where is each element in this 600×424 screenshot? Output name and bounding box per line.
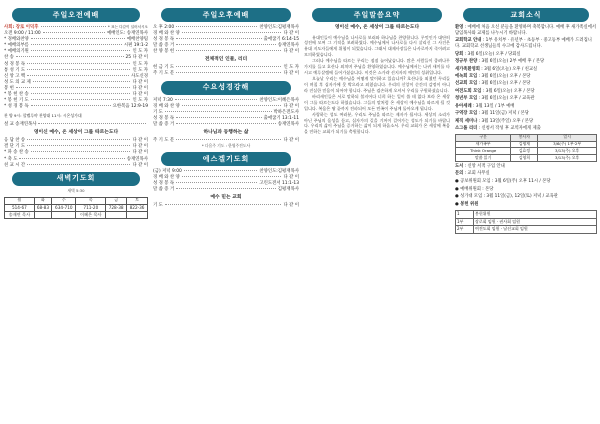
prayer-leader-cell (52, 211, 76, 218)
friday-sermon-topic: 예수 믿는 교회 (210, 195, 242, 201)
prayer-ref-cell: 822-36 (127, 204, 148, 211)
prayer-leader-cell: 이혜은 목사 (76, 211, 106, 218)
news-item: 도서 : 신앙 서적 구입 안내 (455, 163, 505, 169)
prayer-day-cell: 수 (52, 197, 76, 204)
order-row-label: 오 후 2:00 (153, 25, 175, 30)
offering-committee-table (455, 210, 597, 235)
order-row-label: * 성 경 봉 독 (4, 104, 29, 110)
prayer-leader-cell (34, 211, 51, 218)
volunteer-header-cell: 구분 (456, 134, 511, 141)
sermon-label: 설 교 송재연목사 (4, 122, 37, 128)
offering-cell: 봉헌위원 (474, 210, 597, 218)
prayer-day-cell: 월 (5, 197, 35, 204)
volunteer-cell: 김효정 (511, 148, 538, 155)
order-row-label: 기 도 (153, 109, 163, 115)
order-row-value: 다 같 이 (132, 150, 148, 156)
order-row-label: 기 도 (153, 203, 163, 209)
prayer-day-cell: 화 (34, 197, 51, 204)
order-row-value: 찬양인도:김평재목사 (259, 168, 299, 174)
wednesday-service-header: 수요성경강해 (161, 81, 291, 95)
order-row-value: 고린도전서 11:1-13 (259, 181, 299, 187)
volunteer-table (455, 134, 597, 162)
prayer-leader-cell (106, 211, 127, 218)
dawn-prayer-table (4, 197, 148, 219)
afternoon-sermon-topic: 전체적인 인물, 리더 (204, 57, 248, 63)
volunteer-cell: 3/13(주) 오후 (538, 155, 597, 162)
order-row-label: * 예배의기원 (4, 49, 29, 55)
service-leader: 예배인도: 송재연목사 (106, 31, 148, 37)
afternoon-service-column (153, 8, 299, 418)
friday-order-list-2 (153, 203, 299, 209)
order-row-label: 친 교 시 간 (4, 162, 26, 168)
afternoon-order-list (153, 25, 299, 55)
order-row-label: 통 성 기 도 (4, 67, 26, 73)
order-row-value: 다 같 이 (132, 79, 148, 85)
sermon-row (4, 122, 148, 128)
news-item: 유아세례 : 3월 13일 / 1부 예배 (455, 103, 515, 109)
order-row-value: 인 도 자 (132, 98, 148, 104)
volunteer-row (456, 148, 597, 155)
order-row-value: 다 같 이 (132, 162, 148, 168)
news-item-key: 소그룹 리더 (455, 125, 478, 131)
news-item-value: 1부 유치부 · 유년부 · 초등부 · 중고등부 예배가 드려집니다. 교회학교 선생님들의 수고에 감사드립니다. (455, 38, 592, 50)
prayer-ref-cell: 711-20 (76, 204, 106, 211)
news-item-key: 에녹회 모임 (455, 74, 478, 80)
sermon-summary-column (304, 8, 450, 418)
news-item-value: 3월 6일(오늘) 오후 / 당회실 (467, 51, 521, 57)
news-item-value: 3월 11일(금) 저녁 / 본당 (481, 111, 529, 117)
news-item: 구역장 모임 : 3월 11일(금) 저녁 / 본당 (455, 111, 529, 117)
news-item: 청년부 모임 : 3월 6일(오늘) 오후 / 교육관 (455, 96, 535, 102)
news-item: 교회학교 안내 : 1부 유치부 · 유년부 · 초등부 · 중고등부 예배가 드려집니다. 교회학교 선생님들의 수고에 감사드립니다. (455, 38, 592, 50)
order-row-value: 요한복음 12:9-19 (112, 104, 148, 110)
order-row-label: 찬 송 (4, 55, 14, 61)
order-row (153, 49, 299, 55)
news-item-key: 선교회 모임 (455, 81, 478, 87)
order-row-label: 저녁 7:30 (153, 97, 173, 103)
offering-cell: 여전도회 임원 · 남선교회 임원 (474, 226, 597, 234)
order-row-label: 봉 헌 (4, 85, 14, 91)
morning-service-header: 주일오전예배 (12, 8, 140, 22)
summary-paragraph: 바리새인들은 서로 말하되 볼지어다 너희 하는 일이 쓸 데 없다 보라 온 세상이 그를 따르는도다 하였습니다. 그들의 말처럼 온 세상이 예수님을 따르게 될 것입니다. 복음은 땅 끝까지 전파되어 모든 민족이 주님께 돌아오게 됩니다. (304, 94, 450, 111)
news-item-key: 도서 (455, 163, 464, 169)
prayer-ref-cell: 68-83 (34, 204, 51, 211)
news-item-key: 유아세례 (455, 103, 472, 109)
prayer-leader-cell (127, 211, 148, 218)
news-list-2 (455, 164, 597, 177)
order-row-label: 경 배 와 찬 양 (153, 31, 180, 37)
order-row (153, 203, 299, 209)
order-row-label: (금) 저녁 9:00 (153, 168, 182, 174)
order-row-value: 인 도 자 (132, 67, 148, 73)
summary-paragraph: 유대인들이 예수님을 나사로를 보러와 하나님을 찬양합니다. 무엇인가 대단히 성전에 모여 그 기적을 보려하였다. 예수님께서 나사로를 다시 살리신 그 사건은 유대 지도자들에게 위협이 되었습니다. 그래서 대제사장들은 나사로까지 죽이려고 모의하였습니다. (304, 34, 450, 57)
order-row-label: * 봉 헌 기 도 (4, 98, 29, 104)
order-row-value: 찬양인도:이혜은목사 (259, 97, 299, 103)
order-row-label: * 경배와찬양 (4, 37, 29, 43)
order-row-value: 김평재목사 (277, 187, 299, 193)
news-item-key: 환영 (455, 25, 464, 30)
summary-paragraph: 사랑하는 성도 여러분, 우리도 주님을 따르는 제자가 됩시다. 세상의 소리가 아닌 주님의 음성을 듣고, 십자가의 길을 기꺼이 걸어가는 성도가 되기를 바랍니다. 우리의 삶이 주님을 증거하는 삶이 되게 하옵소서. 우리 교회가 온 세상에 복음을 전하는 교회가 되기를 축원합니다. (304, 112, 450, 135)
order-row-value: 인 도 자 (132, 61, 148, 67)
order-row-value: 다 같 이 (283, 103, 299, 109)
offering-row (456, 218, 597, 226)
summary-title: 영이신 예수, 온 세상이 그를 따르는도다 (334, 25, 420, 30)
news-item-key: 교회학교 안내 (455, 38, 482, 44)
order-row-label: 헌 금 기 도 (153, 65, 175, 71)
news-item: 제직 세미나 : 3월 13일(주일) 오후 / 본당 (455, 118, 534, 124)
news-list (455, 25, 597, 132)
news-item-value: 3월 13일 / 1부 예배 (475, 103, 515, 109)
order-row-label: 성 경 봉 독 (153, 115, 175, 121)
volunteer-cell: 김평재 (511, 141, 538, 148)
order-row-label: 주 기 도 문 (153, 71, 175, 77)
events-list (455, 179, 597, 200)
event-item: ● 성가대 모임 : 3월 11일(금), 12일(토) 저녁 / 교육관 (455, 194, 558, 200)
event-item: ● 예배위원회 : 본당 (455, 186, 494, 192)
summary-paragraph: 그러나 예수님을 따르는 무리는 점점 늘어났습니다. 많은 사람들이 종려나무 가지를 들고 호산나 외치며 주님을 환영하였습니다. 예수님께서는 나귀 새끼를 타시고 예루살렘에 들어가셨습니다. 이것은 스가랴 선지자의 예언의 성취입니다. (304, 58, 450, 75)
order-row-label: 경 배 와 찬 양 (153, 175, 180, 180)
volunteer-cell: 말씀 읽기 (456, 155, 511, 162)
news-item-value: 3월 6일(오늘) 오후 / 본당 (481, 74, 531, 80)
order-row-label: 신 앙 고 백 (4, 73, 26, 79)
news-item-key: 당회 (455, 51, 464, 57)
news-item: 에녹회 모임 : 3월 6일(오늘) 오후 / 본당 (455, 74, 531, 80)
dawn-prayer-header: 새벽기도회 (12, 172, 140, 186)
friday-prayer-header: 에스겔기도회 (161, 152, 291, 166)
next-week-prayer: * 다음주 기도 : 한영주전도사 (201, 142, 251, 148)
order-row-value: 출애굽기 13:1-11 (263, 115, 299, 121)
order-row-label: * 예배의부름 (4, 43, 29, 49)
order-row-value: 다 같 이 (283, 203, 299, 209)
news-item-key: 문의 (455, 171, 464, 177)
morning-service-column (4, 8, 148, 418)
choir-row (4, 110, 148, 122)
service-time: 오전 9:00 / 11:00 (4, 31, 41, 37)
prayer-ref-cell: 514-67 (5, 204, 35, 211)
order-row-value: 사도신경 (131, 73, 148, 79)
volunteer-cell: Think Orange (456, 148, 511, 155)
order-row-value: 다 같 이 (132, 138, 148, 144)
news-item: 문의 : 교회 사무실 (455, 171, 490, 177)
order-row-value: 인 도 자 (132, 49, 148, 55)
news-item: 당회 : 3월 6일(오늘) 오후 / 당회실 (455, 51, 521, 57)
news-item: 새가족환영회 : 3월 6일(오늘) 오후 / 친교실 (455, 66, 538, 72)
news-item: 선교회 모임 : 3월 6일(오늘) 오후 / 본당 (455, 81, 531, 87)
news-item-value: 예배에 처음 오신 분들을 환영하며 축복합니다. 예배 후 새가족실에서 담임목사와 교제를 나누시기 바랍니다. (455, 25, 597, 37)
news-item-key: 구역장 모임 (455, 111, 478, 117)
order-row-value: 시편 19:1-2 (123, 43, 148, 49)
offering-committee-title: ● 봉헌 위원 (455, 202, 479, 208)
order-row-label: * 축 도 (4, 156, 18, 162)
news-item-value: 3월 6일(오늘) 오후 / 친교실 (484, 66, 538, 72)
news-item-key: 여전도회 모임 (455, 88, 482, 94)
order-row-value: 다 같 이 (132, 92, 148, 98)
afternoon-service-header: 주일오후예배 (161, 8, 291, 22)
offering-row (456, 210, 597, 218)
offering-cell: 1부 (456, 218, 474, 226)
order-row-label: 성 도 의 교 제 (4, 79, 31, 85)
news-item-value: 3월 6일(오늘) 오후 / 교육관 (481, 96, 535, 102)
order-row-label: * 봉 헌 찬 송 (4, 92, 29, 98)
order-row-value: 다 같 이 (283, 71, 299, 77)
prayer-day-cell: 토 (127, 197, 148, 204)
news-item-value: 교회 사무실 (467, 171, 490, 177)
morning-order-list (4, 37, 148, 110)
news-item-value: 3월 6일(오늘) 오후 / 본당 (481, 81, 531, 87)
choir-text: 찬 양 9시: 할렐루야 찬양대 11시: 시온성가대 (4, 112, 82, 118)
sermon-summary-header: 주일말씀요약 (312, 8, 442, 22)
wednesday-order-list (153, 98, 299, 128)
wednesday-sermon-topic: 하나님과 동행하는 삶 (203, 129, 249, 135)
order-row-label: 응 답 찬 송 (4, 138, 26, 144)
order-row-value: 박하은전도사 (273, 109, 299, 115)
order-row-label: 말 씀 증 거 (153, 121, 175, 127)
offering-cell: 1 (456, 210, 474, 218)
order-row-value: 다 같 이 (283, 175, 299, 180)
news-item: 소그룹 리더 : 신청서 작성 후 교역자에게 제출 (455, 125, 541, 131)
news-item-value: 3월 6일(오늘) 오후 / 본당 (485, 88, 535, 94)
order-row-value: 25 다 같 이 (125, 55, 148, 61)
offering-row (456, 226, 597, 234)
prayer-leader-cell: 송재연 목사 (5, 211, 35, 218)
order-row-value: 찬양인도:김평재목사 (259, 25, 299, 30)
order-row-value: 송재연목사 (277, 43, 299, 49)
volunteer-cell: 3/6(주) 1부·2부 (538, 141, 597, 148)
offering-cell: 2부 (456, 226, 474, 234)
order-row-value: 다 같 이 (283, 49, 299, 55)
news-item-key: 새가족환영회 (455, 66, 480, 72)
leader-label: 사회: 장로 이덕후 (4, 25, 39, 30)
news-item-key: 정규부 찬양 (455, 59, 478, 65)
order-row-label: 찬 양 봉 헌 (153, 49, 175, 55)
friday-order-list (153, 169, 299, 193)
news-item: 환영 : 예배에 처음 오신 분들을 환영하며 축복합니다. 예배 후 새가족실에서 담임목사와 교제를 나누시기 바랍니다. (455, 25, 597, 37)
afternoon-order-list-2 (153, 65, 299, 77)
order-row-label: 성 경 봉 독 (153, 181, 175, 187)
summary-body (304, 35, 450, 135)
prayer-day-cell: 금 (106, 197, 127, 204)
volunteer-row (456, 155, 597, 162)
volunteer-row (456, 141, 597, 148)
news-item: 여전도회 모임 : 3월 6일(오늘) 오후 / 본당 (455, 88, 535, 94)
order-row-value: 다 같 이 (283, 137, 299, 143)
order-row-value: 다 같 이 (132, 85, 148, 91)
dawn-prayer-time: 새벽 5:30 (67, 187, 85, 193)
offering-cell: 장로회 임원 · 권사회 임원 (474, 218, 597, 226)
standing-note: * 표는 다같이 일어서시오 (108, 25, 148, 29)
order-row-label: * 파 송 찬 송 (4, 150, 29, 156)
volunteer-cell: 3/13(주) 오후 (538, 148, 597, 155)
order-row-value: 예배찬양팀 (126, 37, 148, 43)
order-row-label: 성 경 봉 독 (153, 37, 175, 43)
prayer-ref-cell: 634-710 (52, 204, 76, 211)
order-row (153, 187, 299, 193)
news-item-value: 신앙 서적 구입 안내 (467, 163, 505, 169)
order-row (153, 122, 299, 128)
volunteer-header-cell: 봉사자 (511, 134, 538, 141)
order-row-label: 결 단 기 도 (4, 144, 26, 150)
news-item-value: 신청서 작성 후 교역자에게 제출 (481, 125, 541, 131)
order-row-value: 송재연목사 (126, 156, 148, 162)
news-item: 정규부 찬양 : 3월 6일(오늘) 2부 예배 후 / 본당 (455, 59, 545, 65)
prayer-day-cell: 목 (76, 197, 106, 204)
volunteer-header-cell: 일시 (538, 134, 597, 141)
news-item-value: 3월 13일(주일) 오후 / 본당 (481, 118, 534, 124)
church-news-column (455, 8, 597, 418)
event-item: ● 공보위원회 모임 : 3월 6일(주) 오후 11시 / 본당 (455, 179, 551, 185)
prayer-ref-cell: 728-38 (106, 204, 127, 211)
order-row-label: 말 씀 증 거 (153, 43, 175, 49)
order-row-label: 경 배 와 찬 양 (153, 103, 180, 109)
news-item-key: 청년부 모임 (455, 96, 478, 102)
order-row-label: 주 기 도 문 (153, 137, 175, 143)
morning-order-list-2 (4, 138, 148, 168)
order-row-value: 다 같 이 (132, 144, 148, 150)
order-row-label: 말 씀 증 거 (153, 187, 175, 193)
news-item-key: 제직 세미나 (455, 118, 478, 124)
order-row-value: 출애굽기 6:14-15 (263, 37, 299, 43)
news-item-value: 3월 6일(오늘) 2부 예배 후 / 본당 (481, 59, 545, 65)
summary-paragraph: 오늘날 우리는 예수님을 어떻게 맞이하고 있습니까? 호산나를 외쳤던 무리들이 며칠 후 십자가에 못 박으라고 외쳤습니다. 우리의 신앙이 순간의 감정이 아니라 진실한 믿음이 되어야 합니다. 주님은 겸손하게 오셔서 우리를 구원하셨습니다. (304, 76, 450, 93)
volunteer-cell: 김영희 (511, 155, 538, 162)
order-row-label: 성 경 봉 독 (4, 61, 26, 67)
volunteer-cell: 새가족부 (456, 141, 511, 148)
order-row-value: 송재연목사 (277, 121, 299, 127)
sermon-topic: 영이신 예수, 온 세상이 그를 따르는도다 (33, 130, 119, 136)
order-row-value: 인 도 자 (283, 65, 299, 71)
order-row-value: 다 같 이 (283, 31, 299, 37)
church-news-header: 교회소식 (463, 8, 589, 22)
